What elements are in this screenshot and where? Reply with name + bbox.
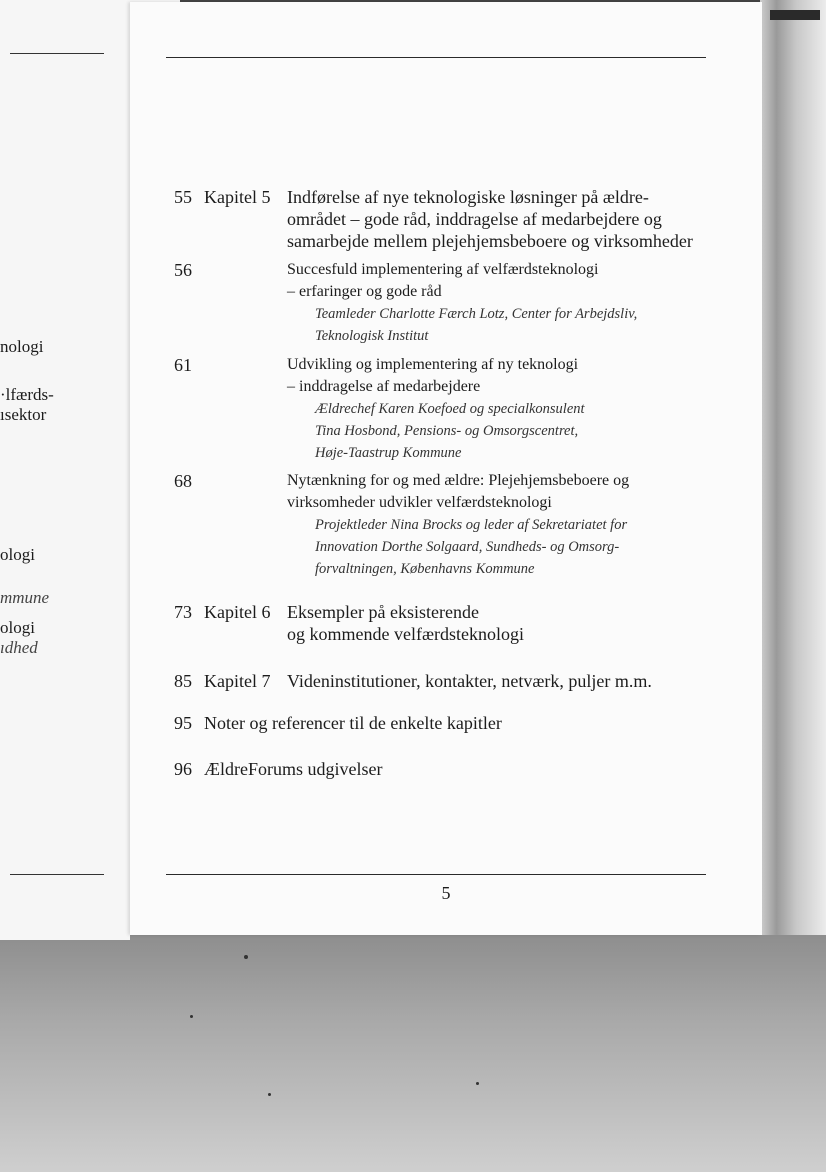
toc-chapter-label: Kapitel 6 [204,602,271,622]
toc-title-line: og kommende velfærdsteknologi [287,624,524,644]
toc-author-line: forvaltningen, Københavns Kommune [315,561,535,577]
toc-page-number: 85 [174,671,192,691]
toc-page-number: 68 [174,471,192,491]
header-rule [166,57,706,58]
toc-page-number: 96 [174,759,192,779]
previous-page-top-rule [10,53,104,54]
toc-chapter-label: Kapitel 5 [204,187,271,207]
previous-page-fragment: ·lfærds- [0,385,54,404]
footer-rule [166,874,706,875]
toc-title-line: Eksempler på eksisterende [287,602,479,622]
toc-entry-text [287,259,727,347]
toc-page-number: 95 [174,713,192,733]
toc-chapter-label: Kapitel 7 [204,671,271,691]
toc-page-number: 56 [174,260,192,280]
previous-page-fragment: ologi [0,545,35,564]
previous-page-fragment: ologi [0,618,35,637]
page-number: 5 [441,883,451,903]
toc-title-line: ÆldreForums udgivelser [204,759,383,779]
previous-page-fragment: ısektor [0,405,47,424]
toc-entry-text [204,758,644,780]
toc-author-line: Teamleder Charlotte Færch Lotz, Center for Arbejdsliv, [315,306,638,322]
toc-title-line: Indførelse af nye teknologiske løsninger på ældre- [287,187,649,207]
toc-entry-text [287,470,727,580]
toc-page-number: 73 [174,602,192,622]
table-of-contents-page [130,2,762,935]
toc-author-line: Ældrechef Karen Koefoed og specialkonsulent [315,401,585,417]
toc-page-number: 61 [174,355,192,375]
toc-author-line: Teknologisk Institut [315,328,429,344]
toc-author-line: Projektleder Nina Brocks og leder af Sekretariatet for [315,517,628,533]
toc-title-line: virksomheder udvikler velfærdsteknologi [287,494,552,511]
previous-page-fragment: ıdhed [0,638,38,657]
scan-clip-mark [770,10,820,20]
toc-entry-text [287,186,727,252]
toc-entry-text [287,354,727,464]
toc-entry-text [287,601,727,645]
toc-entry-text [204,712,644,734]
toc-title-line: Udvikling og implementering af ny teknologi [287,356,579,373]
toc-entry-text [287,670,727,692]
toc-title-line: samarbejde mellem plejehjemsbeboere og virksomheder [287,231,693,251]
toc-page-number: 55 [174,187,192,207]
toc-author-line: Innovation Dorthe Solgaard, Sundheds- og Omsorg- [315,539,620,555]
previous-page-fragment: mmune [0,588,50,607]
previous-page-fragment: nologi [0,337,44,356]
toc-title-line: Videninstitutioner, kontakter, netværk, puljer m.m. [287,671,652,691]
previous-page-bottom-rule [10,874,104,875]
toc-title-line: området – gode råd, inddragelse af medarbejdere og [287,209,662,229]
toc-author-line: Høje-Taastrup Kommune [315,445,462,461]
toc-title-line: Nytænkning for og med ældre: Plejehjemsbeboere og [287,472,630,489]
previous-page-edge [0,0,130,940]
toc-title-line: Succesfuld implementering af velfærdsteknologi [287,261,599,278]
toc-author-line: Tina Hosbond, Pensions- og Omsorgscentret, [315,423,579,439]
toc-title-line: Noter og referencer til de enkelte kapitler [204,713,502,733]
toc-title-line: – inddragelse af medarbejdere [287,378,481,395]
toc-title-line: – erfaringer og gode råd [287,283,442,300]
scan-background-bottom [0,935,826,1172]
